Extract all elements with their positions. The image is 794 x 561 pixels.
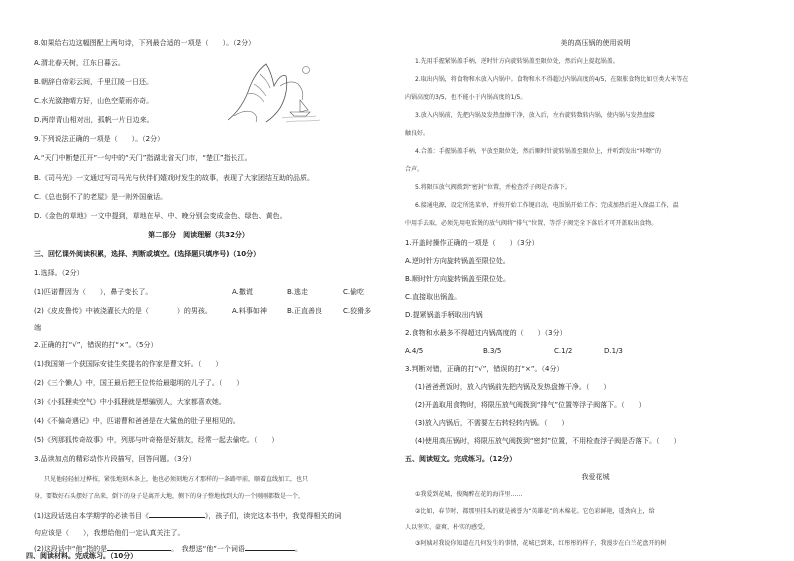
choice-2-text: (2)《皮皮鲁传》中被浇灌长大的是（ ）的男孩。 — [34, 307, 212, 315]
judge-item: (1)我国第一个获国际安徒生奖提名的作家是曹文轩。（ ） — [34, 360, 223, 368]
question-3-2-label: 2.正确的打“√”，错误的打“×”。（5分） — [34, 341, 158, 349]
question-3-3-1-prefix: (1)这段话选自本学期学的必读书目《 — [34, 512, 149, 520]
question-3-3-2-prefix: (2)这段话中“他”指的是 — [34, 545, 108, 553]
choice-2-wrap: 端 — [34, 324, 41, 332]
reading-q3-item: (3)放入内锅后，不需要左右转轻转内锅。（ ） — [415, 419, 569, 427]
section-4-heading: 四、阅读材料。完成练习。（10分） — [26, 553, 141, 560]
choice-1-text: (1)匹诺曹因为（ ），鼻子变长了。 — [34, 288, 153, 296]
reading-q3-item: (1)爸爸煮饭时，放入内锅前先把内锅及发热盘擦干净。（ ） — [415, 383, 611, 391]
question-8-option-d: D.两岸青山相对出，孤帆一片日边来。 — [34, 116, 154, 124]
question-9-option-d: D.《金色的草地》一文中提到，草地在早、中、晚分别会变成金色、绿色、黄色。 — [34, 212, 287, 220]
essay-line: ③阿姨对我说你知道在几何发生的事情，花城已到来，红彤彤的样子，我漫步在白兰花盘开的树 — [415, 540, 667, 547]
answer-blank[interactable] — [245, 550, 295, 551]
reading-q3-stem: 3.判断对错，正确的打“√”，错误的打“×”。（4分） — [405, 365, 564, 373]
choice-2-option-c: C.狡猾多 — [343, 307, 372, 315]
question-8-option-b: B.朝辞白帝彩云间，千里江陵一日还。 — [34, 78, 154, 86]
essay-line: 人以坚实、豪爽、朴实的感受。 — [405, 524, 490, 531]
reading-q1-option: C.直接取出锅盖。 — [405, 293, 462, 301]
section-3-heading: 三、回忆课外阅读积累，选择、判断或填空。(选择题只填序号)（10分） — [34, 250, 261, 258]
answer-blank[interactable] — [149, 517, 205, 518]
instruction-step: 5.将限压放气阀拨到“密封”位置，并检查浮子阀是否落下。 — [415, 184, 571, 191]
reading-q2-stem: 2.食物和水最多不得超过内锅高度的（ ）（3分） — [405, 329, 567, 337]
instruction-step: 6.接通电源，设定所选菜单，并按开始工作键启动，电饭锅开始工作；完成加热后进入保温工作，温 — [415, 202, 679, 209]
part-2-heading: 第二部分 阅读理解（共32分） — [148, 231, 249, 239]
instruction-step: 合声。 — [405, 166, 424, 173]
question-9-option-c: C.《总也倒不了的老屋》是一则外国童话。 — [34, 193, 168, 201]
instruction-step: 中用手去取，必须先用电饭煲的放气阀将“排气”位置，等浮子阀完全下落后才可开盖取出食物。 — [405, 220, 658, 227]
question-3-1-label: 1.选择。（2分） — [34, 269, 84, 277]
passage-line: 身，要数好石头摆好了出来，倒下的身子是离开大地，侧下的身子整地找到大的一个刚刚都数是一个， — [34, 493, 305, 500]
judge-item: (5)《列那狐传奇故事》中，列那与叶奇格是好朋友，经常一起去偷吃。（ ） — [34, 436, 279, 444]
essay-line: ②比如，春节时，都那里挂头的就是被誉为“英雄花”的木棉花。它色彩鲜艳，遥劲向上，给 — [415, 508, 655, 515]
judge-item: (2)《三个懒人》中，国王最后把王位传给最聪明的儿子了。（ ） — [34, 379, 244, 387]
question-9-option-b: B.《司马光》一文通过写司马光与伙伴们嬉戏时发生的故事，表现了大家团结互助的品质。 — [34, 174, 315, 182]
question-3-3-label: 3.品读加点的精彩动作片段描写，回答问题。（3分） — [34, 455, 196, 463]
reading-q1-option: D.提紧锅盖手柄取出内锅 — [405, 311, 483, 319]
judge-item: (4)《不偏奇遇记》中，匹诺曹和爸爸是在大鲨鱼的肚子里相见的。 — [34, 417, 240, 425]
reading-q3-item: (2)开盖取用食物时，将限压放气阀拨到“排气”位置等浮子阀落下。（ ） — [415, 401, 646, 409]
instruction-step: 2.取出内锅，将食物和水放入内锅中。食物和水不得超过内锅高度的4/5，在限胀食物比如豆类大米等在 — [415, 76, 689, 83]
answer-blank[interactable] — [107, 550, 171, 551]
question-8-option-a: A.渭北春天树，江东日暮云。 — [34, 59, 125, 67]
question-8-option-c: C.水光潋滟晴方好，山色空蒙雨亦奇。 — [34, 97, 154, 105]
section-5-heading: 五、阅读短文。完成练习。（12分） — [405, 455, 517, 463]
choice-1-option-b: B.逃走 — [287, 288, 309, 296]
choice-2-option-b: B.正直善良 — [287, 307, 323, 315]
instruction-step: 触良好。 — [405, 130, 430, 137]
choice-1-option-a: A.撒谎 — [232, 288, 253, 296]
question-3-3-1-suffix: 》，孩子们，读完这本书中，我觉得相关的词 — [204, 512, 342, 520]
instructions-title: 美的高压锅的使用说明 — [560, 39, 631, 47]
question-9-stem: 9.下列说法正确的一项是（ ）。（2分） — [34, 135, 165, 143]
landscape-illustration — [226, 56, 326, 126]
passage-line: 只见他轻轻扯过桦枝，紧张地刻木条上，他也必须刻地方才那样的一条路甲前，顺着直线加工，也只 — [44, 476, 309, 483]
question-3-3-1 — [34, 513, 341, 520]
question-3-3-2-suffix: 。 — [294, 545, 302, 553]
essay-title: 我爱花城 — [581, 473, 610, 481]
reading-q2-option-a: A.4/5 — [405, 347, 424, 355]
reading-q1-option: A.逆时针方向旋转锅盖至限位处。 — [405, 257, 510, 265]
choice-2-option-a: A.料事如神 — [232, 307, 267, 315]
reading-q1-stem: 1.开盖时操作正确的一项是（ ）（3分） — [405, 239, 539, 247]
essay-line: ①我爱到花城，俊陶醉在花的海洋里…… — [415, 491, 523, 498]
reading-q2-option-b: B.3/5 — [483, 347, 502, 355]
reading-q1-option: B.顺时针方向旋转锅盖至限位处。 — [405, 275, 511, 283]
choice-1-option-c: C.偷吃 — [343, 288, 365, 296]
instruction-step: 3.放入内锅前，先把内锅及发热盘擦干净，放入后，左右旋转数转内锅，使内锅与发热盘接 — [415, 112, 655, 119]
judge-item: (3)《小狐狸卖空气》中小狐狸就是想骗别人，大家都喜欢她。 — [34, 398, 226, 406]
instruction-step: 4.合盖：手握锅盖手柄，平放至限位处，然后顺时针旋转锅盖至限位上，并听到发出“咔嚓”的 — [415, 148, 661, 155]
instruction-step: 1.先用手握紧锅盖手柄，逆时针方向旋转锅盖至限位处，然后向上提起锅盖。 — [415, 58, 619, 65]
reading-q3-item: (4)使用高压锅时，将限压放气阀拨到“密封”位置，不用检查浮子阀是否落下。（ ） — [415, 437, 681, 445]
reading-q2-option-d: D.1/3 — [604, 347, 623, 355]
reading-q2-option-c: C.1/2 — [554, 347, 573, 355]
question-9-option-a: A.“天门中断楚江开”一句中的“天门”指湖北省天门市，“楚江”指长江。 — [34, 154, 252, 162]
question-3-3-2-middle: 。 我想送“他”一个词语 — [171, 545, 245, 553]
question-8-stem: 8.如果给右边这幅图配上两句诗，下列最合适的一项是（ ）。（2分） — [34, 39, 256, 47]
question-3-3-1-wrap: 句应该是（ ），我想给他们一定认真关注了。 — [34, 529, 185, 537]
instruction-step: 内锅高度的3/5，也不能小于内锅高度的1/5。 — [405, 94, 527, 101]
